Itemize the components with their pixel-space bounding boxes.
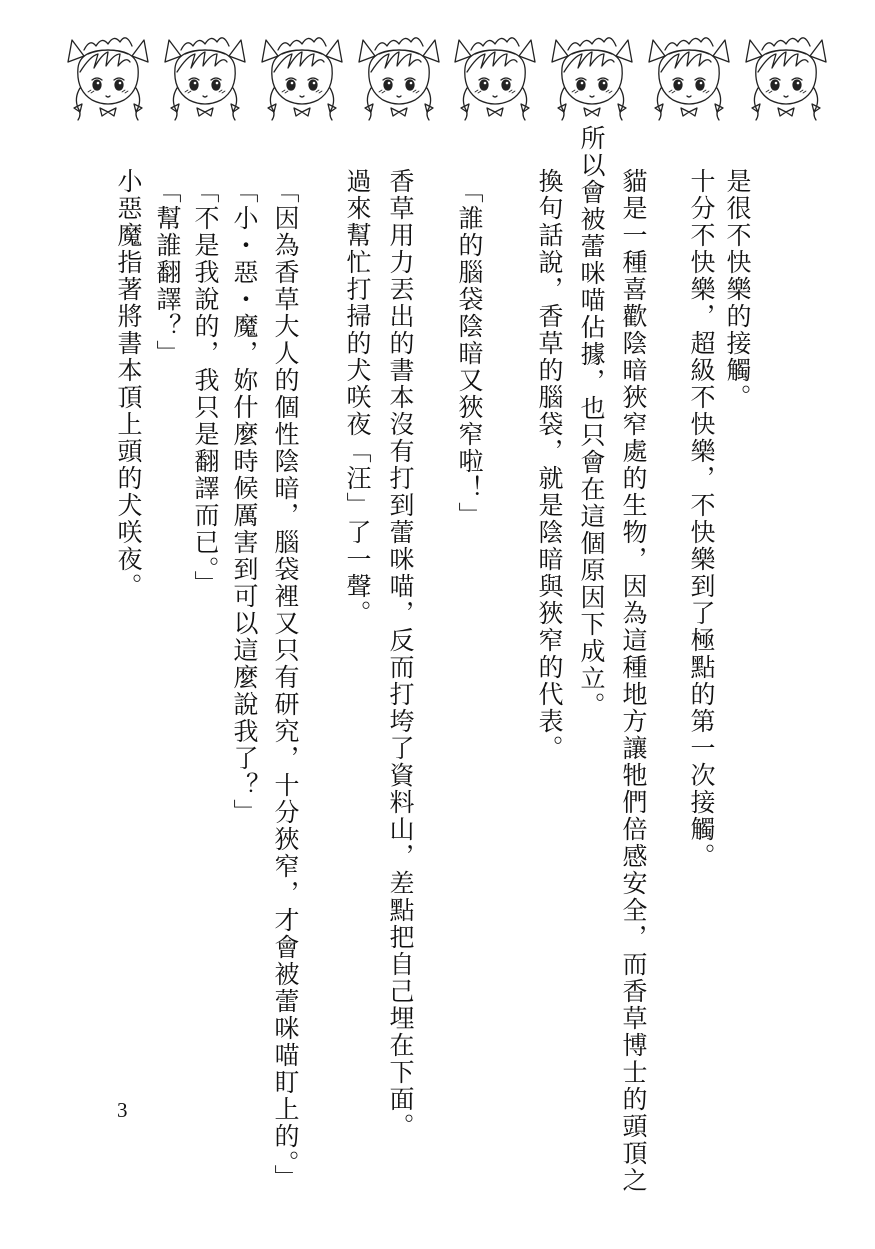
text-column-6: 「誰的腦袋陰暗又狹窄啦！」: [455, 178, 484, 529]
page-number: 3: [117, 1098, 128, 1122]
text-column-9: 「因為香草大人的個性陰暗，腦袋裡又只有研究，十分狹窄，才會被蕾咪喵盯上的。」: [271, 178, 300, 1192]
text-column-11: 「不是我說的，我只是翻譯而已。」: [191, 178, 220, 598]
text-column-5: 換句話說，香草的腦袋，就是陰暗與狹窄的代表。: [535, 168, 564, 762]
text-column-12: 「幫誰翻譯？」: [153, 178, 182, 367]
text-column-8: 過來幫忙打掃的犬咲夜「汪」了一聲。: [343, 168, 372, 627]
text-column-13: 小惡魔指著將書本頂上頭的犬咲夜。: [114, 168, 143, 600]
text-column-1: 是很不快樂的接觸。: [723, 168, 752, 411]
text-column-3: 貓是一種喜歡陰暗狹窄處的生物，因為這種地方讓牠們倍感安全，而香草博士的頭頂之: [619, 168, 648, 1194]
text-column-7: 香草用力丟出的書本沒有打到蕾咪喵，反而打垮了資料山，差點把自己埋在下面。: [386, 168, 415, 1140]
text-column-4: 所以會被蕾咪喵佔據，也只會在這個原因下成立。: [577, 125, 606, 719]
text-column-2: 十分不快樂，超級不快樂，不快樂到了極點的第一次接觸。: [687, 168, 716, 870]
text-column-10: 「小・惡・魔，妳什麼時候厲害到可以這麼說我了？」: [230, 178, 259, 826]
